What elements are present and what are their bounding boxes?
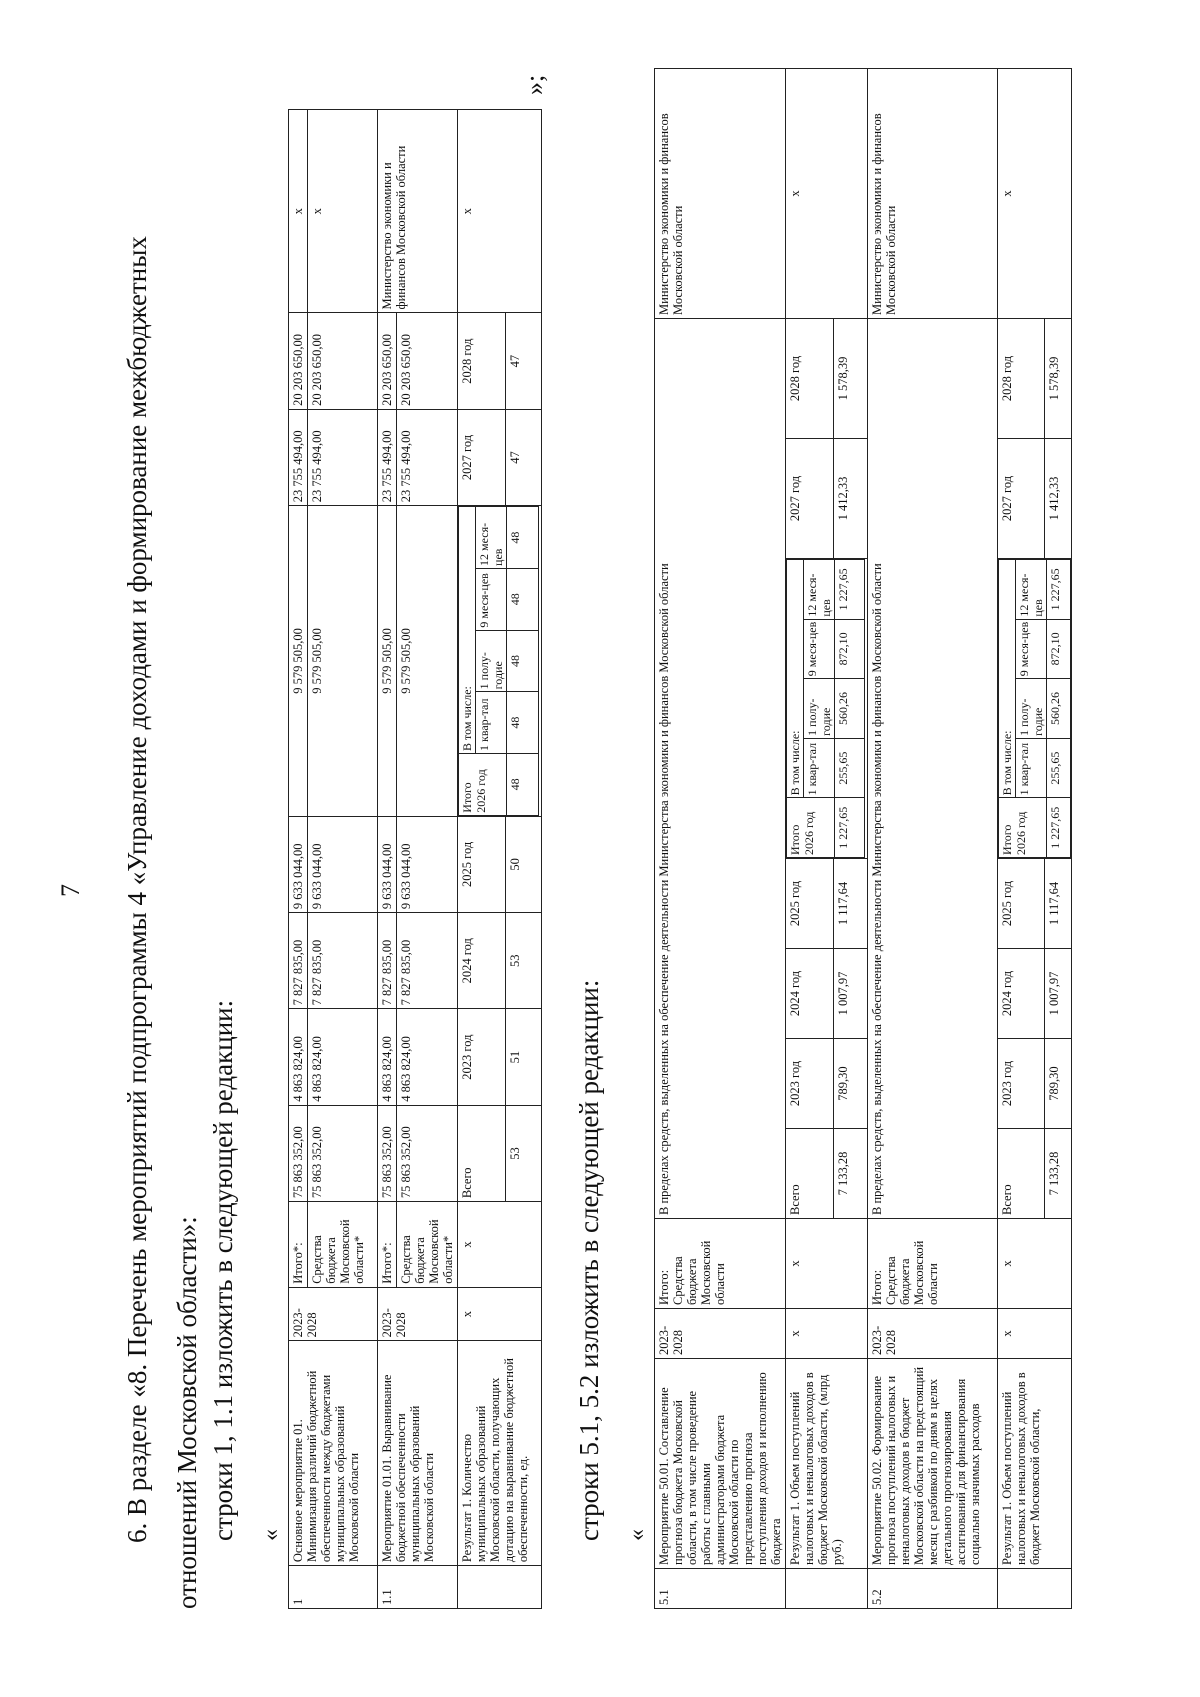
header-2026: Итого 2026 год — [999, 798, 1047, 858]
value-2028: 1 578,39 — [1044, 318, 1072, 438]
header-2025: 2025 год — [998, 859, 1045, 949]
value-2028: 20 203 650,00 — [378, 313, 397, 409]
value-2023: 4 863 824,00 — [378, 1009, 397, 1105]
header-2026: Итого 2026 год — [787, 798, 835, 858]
header-2028: 2028 год — [786, 318, 834, 438]
header-2027: 2027 год — [998, 439, 1045, 559]
source-budget-label: Средства бюджета Московской области* — [308, 1202, 378, 1288]
header-h1: 1 полу-годие — [476, 630, 507, 692]
row-number: 1.1 — [378, 1566, 458, 1609]
header-2025: 2025 год — [786, 859, 834, 949]
value-total: 7 133,28 — [1044, 1129, 1072, 1219]
value-2025: 9 633 044,00 — [308, 816, 378, 912]
value-2028: 20 203 650,00 — [289, 313, 308, 409]
value-2024: 7 827 835,00 — [397, 913, 458, 1009]
value-2027: 23 755 494,00 — [378, 409, 397, 505]
header-including: В том числе: — [787, 560, 804, 798]
value-2027: 23 755 494,00 — [308, 409, 378, 505]
value-9m: 48 — [507, 568, 539, 630]
table-rows-5 — [654, 68, 1072, 1609]
value-total: 7 133,28 — [834, 1129, 868, 1219]
header-h1: 1 полу-годие — [1016, 679, 1047, 739]
responsible: х — [998, 68, 1072, 318]
value-2024: 1 007,97 — [1044, 949, 1072, 1039]
value-2024: 7 827 835,00 — [308, 913, 378, 1009]
value-2025: 9 633 044,00 — [397, 816, 458, 912]
header-2028: 2028 год — [458, 313, 506, 409]
responsible: х — [308, 110, 378, 313]
value-q1: 255,65 — [835, 738, 865, 798]
value-total: 75 863 352,00 — [289, 1105, 308, 1201]
value-2023: 4 863 824,00 — [289, 1009, 308, 1105]
value-2026: 48 — [507, 754, 539, 816]
header-2023: 2023 год — [998, 1039, 1045, 1129]
value-h1: 560,26 — [1047, 679, 1071, 739]
header-2024: 2024 год — [998, 949, 1045, 1039]
intro-line-2: отношений Московской области»: — [172, 1216, 202, 1609]
value-2025: 50 — [506, 816, 542, 912]
period: 2023-2028 — [378, 1287, 458, 1341]
period: 2023-2028 — [868, 1309, 998, 1359]
responsible: х — [458, 110, 542, 313]
source: х — [998, 1219, 1072, 1309]
value-2024: 1 007,97 — [834, 949, 868, 1039]
value-2025: 1 117,64 — [1044, 859, 1072, 949]
value-2026: 9 579 505,00 — [397, 506, 458, 817]
value-2024: 53 — [506, 913, 542, 1009]
value-2026: 9 579 505,00 — [289, 506, 308, 817]
header-h1: 1 полу-годие — [804, 679, 835, 739]
open-quote-1: « — [258, 1529, 284, 1541]
header-2023: 2023 год — [458, 1009, 506, 1105]
intro-line-1: 6. В разделе «8. Перечень мероприятий подпрограммы 4 «Управление доходами и формирование межбюджетных — [122, 236, 152, 1543]
value-2023: 51 — [506, 1009, 542, 1105]
year-2026-breakdown — [458, 506, 542, 817]
value-9m: 872,10 — [835, 619, 865, 679]
value-2023: 789,30 — [1044, 1039, 1072, 1129]
intro-paragraph — [112, 49, 212, 1609]
responsible: Министерство экономики и финансов Московской области — [378, 110, 458, 313]
source: х — [458, 1202, 542, 1288]
table-row — [998, 68, 1045, 1608]
value-12m: 1 227,65 — [835, 560, 865, 620]
value-2028: 1 578,39 — [834, 318, 868, 438]
value-2027: 47 — [506, 409, 542, 505]
value-2023: 4 863 824,00 — [397, 1009, 458, 1105]
header-including: В том числе: — [459, 507, 476, 754]
table-row — [868, 68, 998, 1608]
value-12m: 1 227,65 — [1047, 560, 1071, 620]
activity-name: Мероприятие 50.02. Формирование прогноза поступлений налоговых и неналоговых доходов в бюджет Московской области на предстоящий месяц с разбивкой по дням в целях детального прогнозирования ассигнований для финансирования социально значимых расходов — [868, 1359, 998, 1569]
header-2028: 2028 год — [998, 318, 1045, 438]
header-2025: 2025 год — [458, 816, 506, 912]
header-including: В том числе: — [999, 560, 1016, 798]
value-total: 75 863 352,00 — [378, 1105, 397, 1201]
result-name: Результат 1. Объем поступлений налоговых и неналоговых доходов в бюджет Московской области, (млрд руб.) — [786, 1359, 868, 1569]
open-quote-2: « — [624, 1529, 650, 1541]
value-q1: 48 — [507, 692, 539, 754]
value-q1: 255,65 — [1047, 738, 1071, 798]
result-name: Результат 1. Объем поступлений налоговых и неналоговых доходов в бюджет Московской области, — [998, 1359, 1072, 1569]
header-2024: 2024 год — [786, 949, 834, 1039]
value-2026: 9 579 505,00 — [308, 506, 378, 817]
value-total: 75 863 352,00 — [397, 1105, 458, 1201]
value-h1: 48 — [507, 630, 539, 692]
header-2024: 2024 год — [458, 913, 506, 1009]
activity-name: Мероприятие 50.01. Составление прогноза бюджета Московской области, в том числе проведение работы с главными администраторами бюджета Московской области по представлению прогноза поступления доходов и исполнению бюджета — [655, 1359, 786, 1569]
table-row — [458, 110, 506, 1609]
value-2026: 1 227,65 — [1047, 798, 1071, 858]
header-2023: 2023 год — [786, 1039, 834, 1129]
value-2027: 1 412,33 — [1044, 439, 1072, 559]
year-2026-breakdown — [998, 559, 1072, 859]
period: х — [998, 1309, 1072, 1359]
value-2027: 23 755 494,00 — [397, 409, 458, 505]
year-2026-breakdown — [786, 559, 868, 859]
value-2024: 7 827 835,00 — [378, 913, 397, 1009]
value-9m: 872,10 — [1047, 619, 1071, 679]
period: 2023-2028 — [655, 1309, 786, 1359]
activity-name: Мероприятие 01.01. Выравнивание бюджетной обеспеченности муниципальных образований Московской области — [378, 1341, 458, 1566]
period: х — [786, 1309, 868, 1359]
header-9m: 9 меся-цев — [476, 568, 507, 630]
header-12m: 12 меся-цев — [1016, 560, 1047, 620]
source-budget-label: Средства бюджета Московской области* — [397, 1202, 458, 1288]
responsible: Министерство экономики и финансов Московской области — [868, 68, 998, 318]
header-q1: 1 квар-тал — [1016, 738, 1047, 798]
result-name: Результат 1. Количество муниципальных образований Московской области, получающих дотацию на выравнивание бюджетной обеспеченности, ед. — [458, 1341, 542, 1566]
source-total-label: Итого*: — [378, 1202, 397, 1288]
period: 2023-2028 — [289, 1287, 378, 1341]
table-row — [786, 68, 834, 1608]
value-12m: 48 — [507, 507, 539, 569]
table-row — [378, 110, 397, 1609]
page-number: 7 — [56, 884, 85, 897]
activity-name: Основное мероприятие 01. Минимизация различий бюджетной обеспеченности между бюджетами муниципальных образований Московской области — [289, 1341, 378, 1566]
source-total-label: Итого: — [870, 1269, 884, 1305]
header-2026: Итого 2026 год — [459, 754, 507, 816]
table-row — [289, 110, 308, 1609]
source-budget-label: Средства бюджета Московской области — [671, 1240, 727, 1305]
value-2025: 9 633 044,00 — [289, 816, 308, 912]
source-budget-label: Средства бюджета Московской области — [884, 1240, 940, 1305]
header-9m: 9 меся-цев — [1016, 619, 1047, 679]
source-label — [868, 1219, 998, 1309]
row-number: 1 — [289, 1566, 378, 1609]
close-quote-1: »; — [520, 74, 549, 95]
header-q1: 1 квар-тал — [804, 738, 835, 798]
subheading-rows-5: строки 5.1, 5.2 изложить в следующей редакции: — [574, 979, 604, 1541]
subheading-rows-1: строки 1, 1.1 изложить в следующей редакции: — [208, 999, 238, 1541]
responsible: х — [786, 68, 868, 318]
value-2023: 789,30 — [834, 1039, 868, 1129]
row-number: 5.2 — [868, 1569, 998, 1609]
responsible: х — [289, 110, 308, 313]
value-2025: 1 117,64 — [834, 859, 868, 949]
header-9m: 9 меся-цев — [804, 619, 835, 679]
value-2028: 47 — [506, 313, 542, 409]
value-2028: 20 203 650,00 — [397, 313, 458, 409]
value-total: 53 — [506, 1105, 542, 1201]
header-total: Всего — [786, 1129, 834, 1219]
value-h1: 560,26 — [835, 679, 865, 739]
value-total: 75 863 352,00 — [308, 1105, 378, 1201]
value-2026: 1 227,65 — [835, 798, 865, 858]
value-2027: 23 755 494,00 — [289, 409, 308, 505]
source-label — [655, 1219, 786, 1309]
period: х — [458, 1287, 542, 1341]
responsible: Министерство экономики и финансов Московской области — [655, 68, 786, 318]
header-total: Всего — [998, 1129, 1045, 1219]
source-total-label: Итого*: — [289, 1202, 308, 1288]
value-2028: 20 203 650,00 — [308, 313, 378, 409]
value-2027: 1 412,33 — [834, 439, 868, 559]
value-2023: 4 863 824,00 — [308, 1009, 378, 1105]
table-rows-1 — [288, 109, 542, 1609]
funding-note: В пределах средств, выделенных на обеспечение деятельности Министерства экономики и финансов Московской области — [655, 318, 786, 1218]
table-row — [655, 68, 786, 1608]
header-q1: 1 квар-тал — [476, 692, 507, 754]
header-12m: 12 меся-цев — [476, 507, 507, 569]
header-2027: 2027 год — [786, 439, 834, 559]
source: х — [786, 1219, 868, 1309]
value-2026: 9 579 505,00 — [378, 506, 397, 817]
value-2024: 7 827 835,00 — [289, 913, 308, 1009]
value-2025: 9 633 044,00 — [378, 816, 397, 912]
header-2027: 2027 год — [458, 409, 506, 505]
funding-note: В пределах средств, выделенных на обеспечение деятельности Министерства экономики и финансов Московской области — [868, 318, 998, 1218]
row-number: 5.1 — [655, 1569, 786, 1609]
source-total-label: Итого: — [657, 1269, 671, 1305]
header-total: Всего — [458, 1105, 506, 1201]
header-12m: 12 меся-цев — [804, 560, 835, 620]
